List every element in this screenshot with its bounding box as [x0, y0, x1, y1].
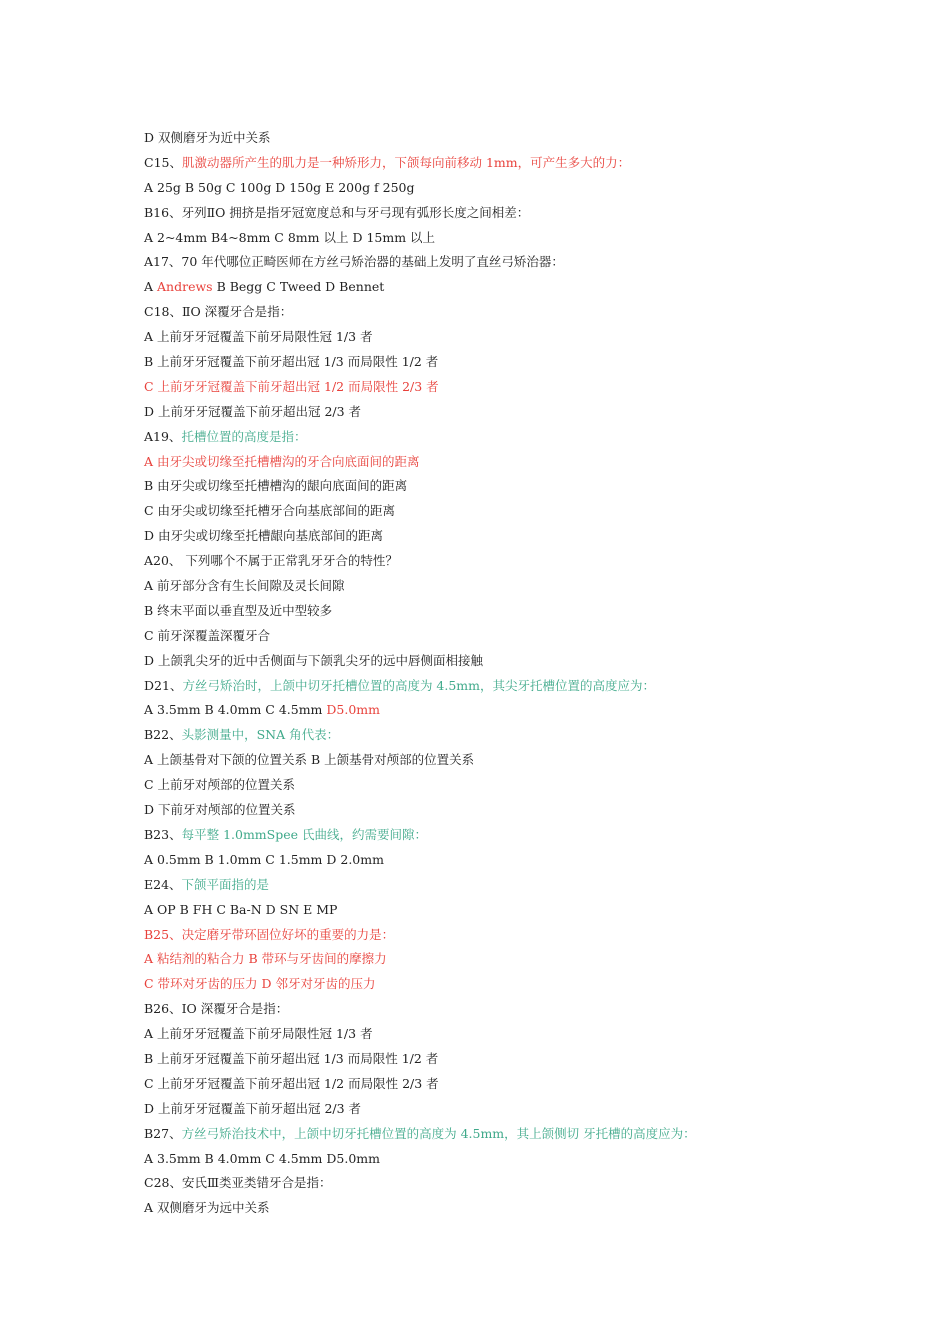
text-line	[144, 798, 904, 823]
text-segment: 每平整 1.0mmSpee 氏曲线，约需要间隙：	[181, 826, 427, 842]
text-line	[144, 499, 904, 524]
text-segment: A 0.5mm B 1.0mm C 1.5mm D 2.0mm	[144, 851, 384, 867]
text-segment: D21、	[144, 677, 183, 693]
text-segment: D 由牙尖或切缘至托槽龈向基底部间的距离	[144, 528, 383, 544]
text-line	[144, 1147, 904, 1172]
text-line	[144, 226, 904, 251]
text-line	[144, 997, 904, 1022]
text-line	[144, 649, 904, 674]
text-segment: A 粘结剂的粘合力 B 带环与牙齿间的摩擦力	[144, 951, 387, 967]
text-line	[144, 1122, 904, 1147]
text-segment: A 25g B 50g C 100g D 150g E 200g f 250g	[144, 179, 415, 195]
text-segment: B27、	[144, 1125, 182, 1141]
text-segment: Andrews	[157, 279, 213, 295]
text-segment: B 由牙尖或切缘至托槽槽沟的龈向底面间的距离	[144, 478, 408, 494]
text-segment: 头影测量中，SNA 角代表：	[181, 727, 340, 743]
text-segment: 托槽位置的高度是指：	[181, 428, 307, 444]
text-segment: C 前牙深覆盖深覆牙合	[144, 627, 271, 643]
text-line	[144, 1022, 904, 1047]
text-line	[144, 748, 904, 773]
text-line	[144, 1097, 904, 1122]
text-segment: B 上前牙牙冠覆盖下前牙超出冠 1/3 而局限性 1/2 者	[144, 354, 439, 370]
text-segment: D 上颌乳尖牙的近中舌侧面与下颌乳尖牙的远中唇侧面相接触	[144, 652, 483, 668]
text-line	[144, 151, 904, 176]
text-line	[144, 1196, 904, 1221]
text-line	[144, 549, 904, 574]
text-line	[144, 898, 904, 923]
text-segment: A OP B FH C Ba-N D SN E MP	[144, 901, 338, 917]
text-segment: A 上颌基骨对下颌的位置关系 B 上颌基骨对颅部的位置关系	[144, 752, 475, 768]
text-line	[144, 375, 904, 400]
text-segment: C18、ⅡO 深覆牙合是指：	[144, 304, 293, 320]
text-segment: C 带环对牙齿的压力 D 邻牙对牙齿的压力	[144, 976, 376, 992]
text-line	[144, 972, 904, 997]
text-segment: 方丝弓矫治时，上颌中切牙托槽位置的高度为 4.5mm，其尖牙托槽位置的高度应为：	[182, 677, 655, 693]
text-line	[144, 474, 904, 499]
text-segment: C 上前牙牙冠覆盖下前牙超出冠 1/2 而局限性 2/3 者	[144, 378, 439, 394]
text-segment: D 下前牙对颅部的位置关系	[144, 802, 296, 818]
text-segment: 方丝弓矫治技术中，上颌中切牙托槽位置的高度为 4.5mm，其上颌侧切 牙托槽的高度应为：	[181, 1125, 696, 1141]
text-line	[144, 773, 904, 798]
text-line	[144, 1171, 904, 1196]
text-line	[144, 400, 904, 425]
text-line	[144, 923, 904, 948]
question-text-block	[144, 126, 904, 1221]
text-segment: A 上前牙牙冠覆盖下前牙局限性冠 1/3 者	[144, 1026, 373, 1042]
text-line	[144, 823, 904, 848]
text-segment: D 上前牙牙冠覆盖下前牙超出冠 2/3 者	[144, 1100, 362, 1116]
text-segment: A 上前牙牙冠覆盖下前牙局限性冠 1/3 者	[144, 329, 373, 345]
text-line	[144, 698, 904, 723]
text-line	[144, 176, 904, 201]
text-segment: B16、牙列ⅡO 拥挤是指牙冠宽度总和与牙弓现有弧形长度之间相差：	[144, 204, 530, 220]
text-line	[144, 201, 904, 226]
text-line	[144, 250, 904, 275]
text-segment: A 3.5mm B 4.0mm C 4.5mm	[144, 702, 327, 718]
text-segment: A 双侧磨牙为远中关系	[144, 1200, 270, 1216]
text-segment: C 上前牙牙冠覆盖下前牙超出冠 1/2 而局限性 2/3 者	[144, 1075, 439, 1091]
text-segment: E24、	[144, 876, 182, 892]
text-segment: B26、ⅠO 深覆牙合是指：	[144, 1001, 289, 1017]
text-segment: C 上前牙对颅部的位置关系	[144, 777, 296, 793]
text-segment: B22、	[144, 727, 182, 743]
text-segment: 肌激动器所产生的肌力是一种矫形力，下颌每向前移动 1mm，可产生多大的力：	[181, 154, 631, 170]
text-line	[144, 425, 904, 450]
text-segment: B 终末平面以垂直型及近中型较多	[144, 602, 333, 618]
text-segment: B Begg C Tweed D Bennet	[212, 279, 385, 295]
text-line	[144, 848, 904, 873]
text-segment: 下颌平面指的是	[181, 876, 270, 892]
text-line	[144, 599, 904, 624]
text-segment: A 由牙尖或切缘至托槽槽沟的牙合向底面间的距离	[144, 453, 420, 469]
text-line	[144, 126, 904, 151]
text-segment: A19、	[144, 428, 182, 444]
text-segment: C28、安氏Ⅲ类亚类错牙合是指：	[144, 1175, 332, 1191]
text-segment: C15、	[144, 154, 182, 170]
text-line	[144, 873, 904, 898]
text-segment: A20、 下列哪个不属于正常乳牙牙合的特性？	[144, 553, 398, 569]
text-segment: C 由牙尖或切缘至托槽牙合向基底部间的距离	[144, 503, 396, 519]
text-segment: A17、70 年代哪位正畸医师在方丝弓矫治器的基础上发明了直丝弓矫治器：	[144, 254, 564, 270]
text-line	[144, 524, 904, 549]
text-segment: B23、	[144, 826, 182, 842]
text-line	[144, 723, 904, 748]
text-line	[144, 574, 904, 599]
text-line	[144, 450, 904, 475]
text-segment: D5.0mm	[326, 702, 380, 718]
text-segment: A 前牙部分含有生长间隙及灵长间隙	[144, 578, 345, 594]
text-segment: B 上前牙牙冠覆盖下前牙超出冠 1/3 而局限性 1/2 者	[144, 1050, 439, 1066]
text-line	[144, 350, 904, 375]
text-segment: D 双侧磨牙为近中关系	[144, 130, 271, 145]
text-segment: B25、决定磨牙带环固位好坏的重要的力是：	[144, 926, 395, 942]
text-line	[144, 674, 904, 699]
text-segment: A 2~4mm B4~8mm C 8mm 以上 D 15mm 以上	[144, 229, 436, 245]
text-segment: A 3.5mm B 4.0mm C 4.5mm D5.0mm	[144, 1150, 380, 1166]
text-segment: D 上前牙牙冠覆盖下前牙超出冠 2/3 者	[144, 403, 362, 419]
text-line	[144, 275, 904, 300]
text-line	[144, 325, 904, 350]
text-line	[144, 300, 904, 325]
text-line	[144, 1047, 904, 1072]
text-line	[144, 947, 904, 972]
text-segment: A	[144, 279, 158, 295]
text-line	[144, 624, 904, 649]
text-line	[144, 1072, 904, 1097]
